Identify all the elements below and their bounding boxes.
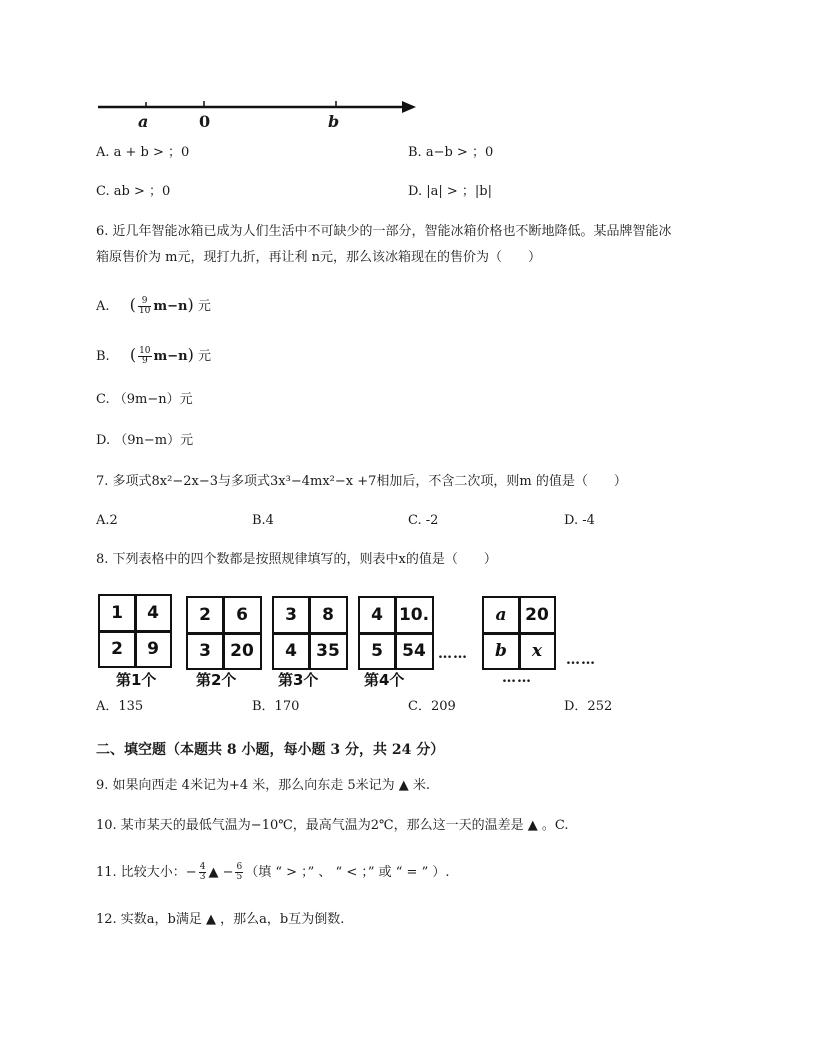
grid-label-3: 第3个 <box>278 671 319 689</box>
q8-stem: 8. 下列表格中的四个数都是按照规律填写的，则表中x的值是（ ） <box>96 552 497 567</box>
grid-cell: 20 <box>230 641 254 661</box>
grid-cell: 54 <box>402 641 426 661</box>
grid-label-4: 第4个 <box>364 671 405 689</box>
ellipsis-between-grids: …… <box>438 646 468 662</box>
grid-label-2: 第2个 <box>196 671 237 689</box>
q6-option-a-fraction: $\frac{9}{10}$ <box>138 296 151 316</box>
section-title-fill-in: 二、填空题（本题共 8 小题，每小题 3 分，共 24 分） <box>96 742 445 758</box>
pattern-grid-unknown <box>482 596 556 670</box>
q7-option-a[interactable]: A.2 <box>96 513 118 528</box>
grid-cell: 20 <box>525 605 549 625</box>
grid-label-1: 第1个 <box>116 671 157 689</box>
grid-cell: 2 <box>199 605 211 625</box>
numberline-label-b: b <box>328 112 340 131</box>
q6-option-b-fraction: $\frac{10}{9}$ <box>139 346 151 366</box>
q10-text: 10. 某市某天的最低气温为−10℃，最高气温为2℃，那么这一天的温差是 ▲ 。C. <box>96 818 569 833</box>
q5-option-d[interactable]: D. |a| > ；|b| <box>408 184 492 199</box>
q6-option-c[interactable]: C. （9m−n）元 <box>96 392 193 407</box>
q6-stem-line1: 6. 近几年智能冰箱已成为人们生活中不可缺少的一部分，智能冰箱价格也不断地降低。某品牌智能冰 <box>96 224 672 239</box>
q7-option-b[interactable]: B.4 <box>252 513 274 528</box>
grid-cell: b <box>495 641 507 661</box>
q8-option-b[interactable]: B．170 <box>252 699 300 714</box>
grid-cell: 1 <box>111 603 123 623</box>
grid-cell: 6 <box>236 605 248 625</box>
grid-cell: a <box>495 605 507 625</box>
grid-cell: 3 <box>285 605 297 625</box>
q6-option-a[interactable]: A. ( $\frac{9}{10}$ m−n) 元 <box>96 295 211 316</box>
grid-cell: x <box>531 641 543 661</box>
q11-text: 11. 比较大小：− $\frac{4}{3}$ ▲ − $\frac{6}{5}$ （填 “ > ；” 、 “ < ；” 或 “ = ” ）. <box>96 862 450 882</box>
pattern-grid-4 <box>358 596 434 670</box>
q6-option-a-label: A. <box>96 299 110 314</box>
ellipsis-below-grid: …… <box>502 670 532 686</box>
grid-cell: 4 <box>285 641 297 661</box>
q12-text: 12. 实数a，b满足 ▲ ，那么a，b互为倒数. <box>96 912 345 927</box>
q5-option-b[interactable]: B. a−b > ；0 <box>408 145 494 160</box>
q9-text: 9. 如果向西走 4米记为+4 米，那么向东走 5米记为 ▲ 米. <box>96 778 431 793</box>
grid-cell: 3 <box>199 641 211 661</box>
q7-option-d[interactable]: D. -4 <box>564 513 595 528</box>
q7-stem: 7. 多项式8x²−2x−3与多项式3x³−4mx²−x +7相加后，不含二次项，则m 的值是（ ） <box>96 474 627 489</box>
q6-stem-line2: 箱原售价为 m元，现打九折，再让利 n元，那么该冰箱现在的售价为（ ） <box>96 250 541 265</box>
ellipsis-trailing: …… <box>566 652 596 668</box>
q8-option-d[interactable]: D．252 <box>564 699 613 714</box>
pattern-grid-2 <box>186 596 262 670</box>
numberline-label-zero: 0 <box>199 112 211 131</box>
q11-fraction-1: $\frac{4}{3}$ <box>199 862 206 882</box>
q8-option-c[interactable]: C．209 <box>408 699 456 714</box>
grid-cell: 4 <box>371 605 383 625</box>
grid-cell: 35 <box>316 641 340 661</box>
pattern-grid-3 <box>272 596 348 670</box>
q6-option-b[interactable]: B. ( $\frac{10}{9}$ m−n) 元 <box>96 345 212 366</box>
pattern-grid-1 <box>98 594 172 668</box>
q8-option-a[interactable]: A．135 <box>96 699 144 714</box>
q5-option-a[interactable]: A. a + b > ；0 <box>96 145 190 160</box>
grid-cell: 8 <box>322 605 334 625</box>
q5-option-c[interactable]: C. ab > ；0 <box>96 184 171 199</box>
grid-cell: 2 <box>111 639 123 659</box>
q11-fraction-2: $\frac{6}{5}$ <box>236 862 243 882</box>
grid-cell: 10. <box>398 605 430 625</box>
numberline-label-a: a <box>138 112 149 131</box>
q7-option-c[interactable]: C. -2 <box>408 513 439 528</box>
q6-option-d[interactable]: D. （9n−m）元 <box>96 433 194 448</box>
grid-cell: 5 <box>371 641 383 661</box>
grid-cell: 4 <box>147 603 159 623</box>
grid-cell: 9 <box>147 639 159 659</box>
q6-option-b-label: B. <box>96 349 110 364</box>
